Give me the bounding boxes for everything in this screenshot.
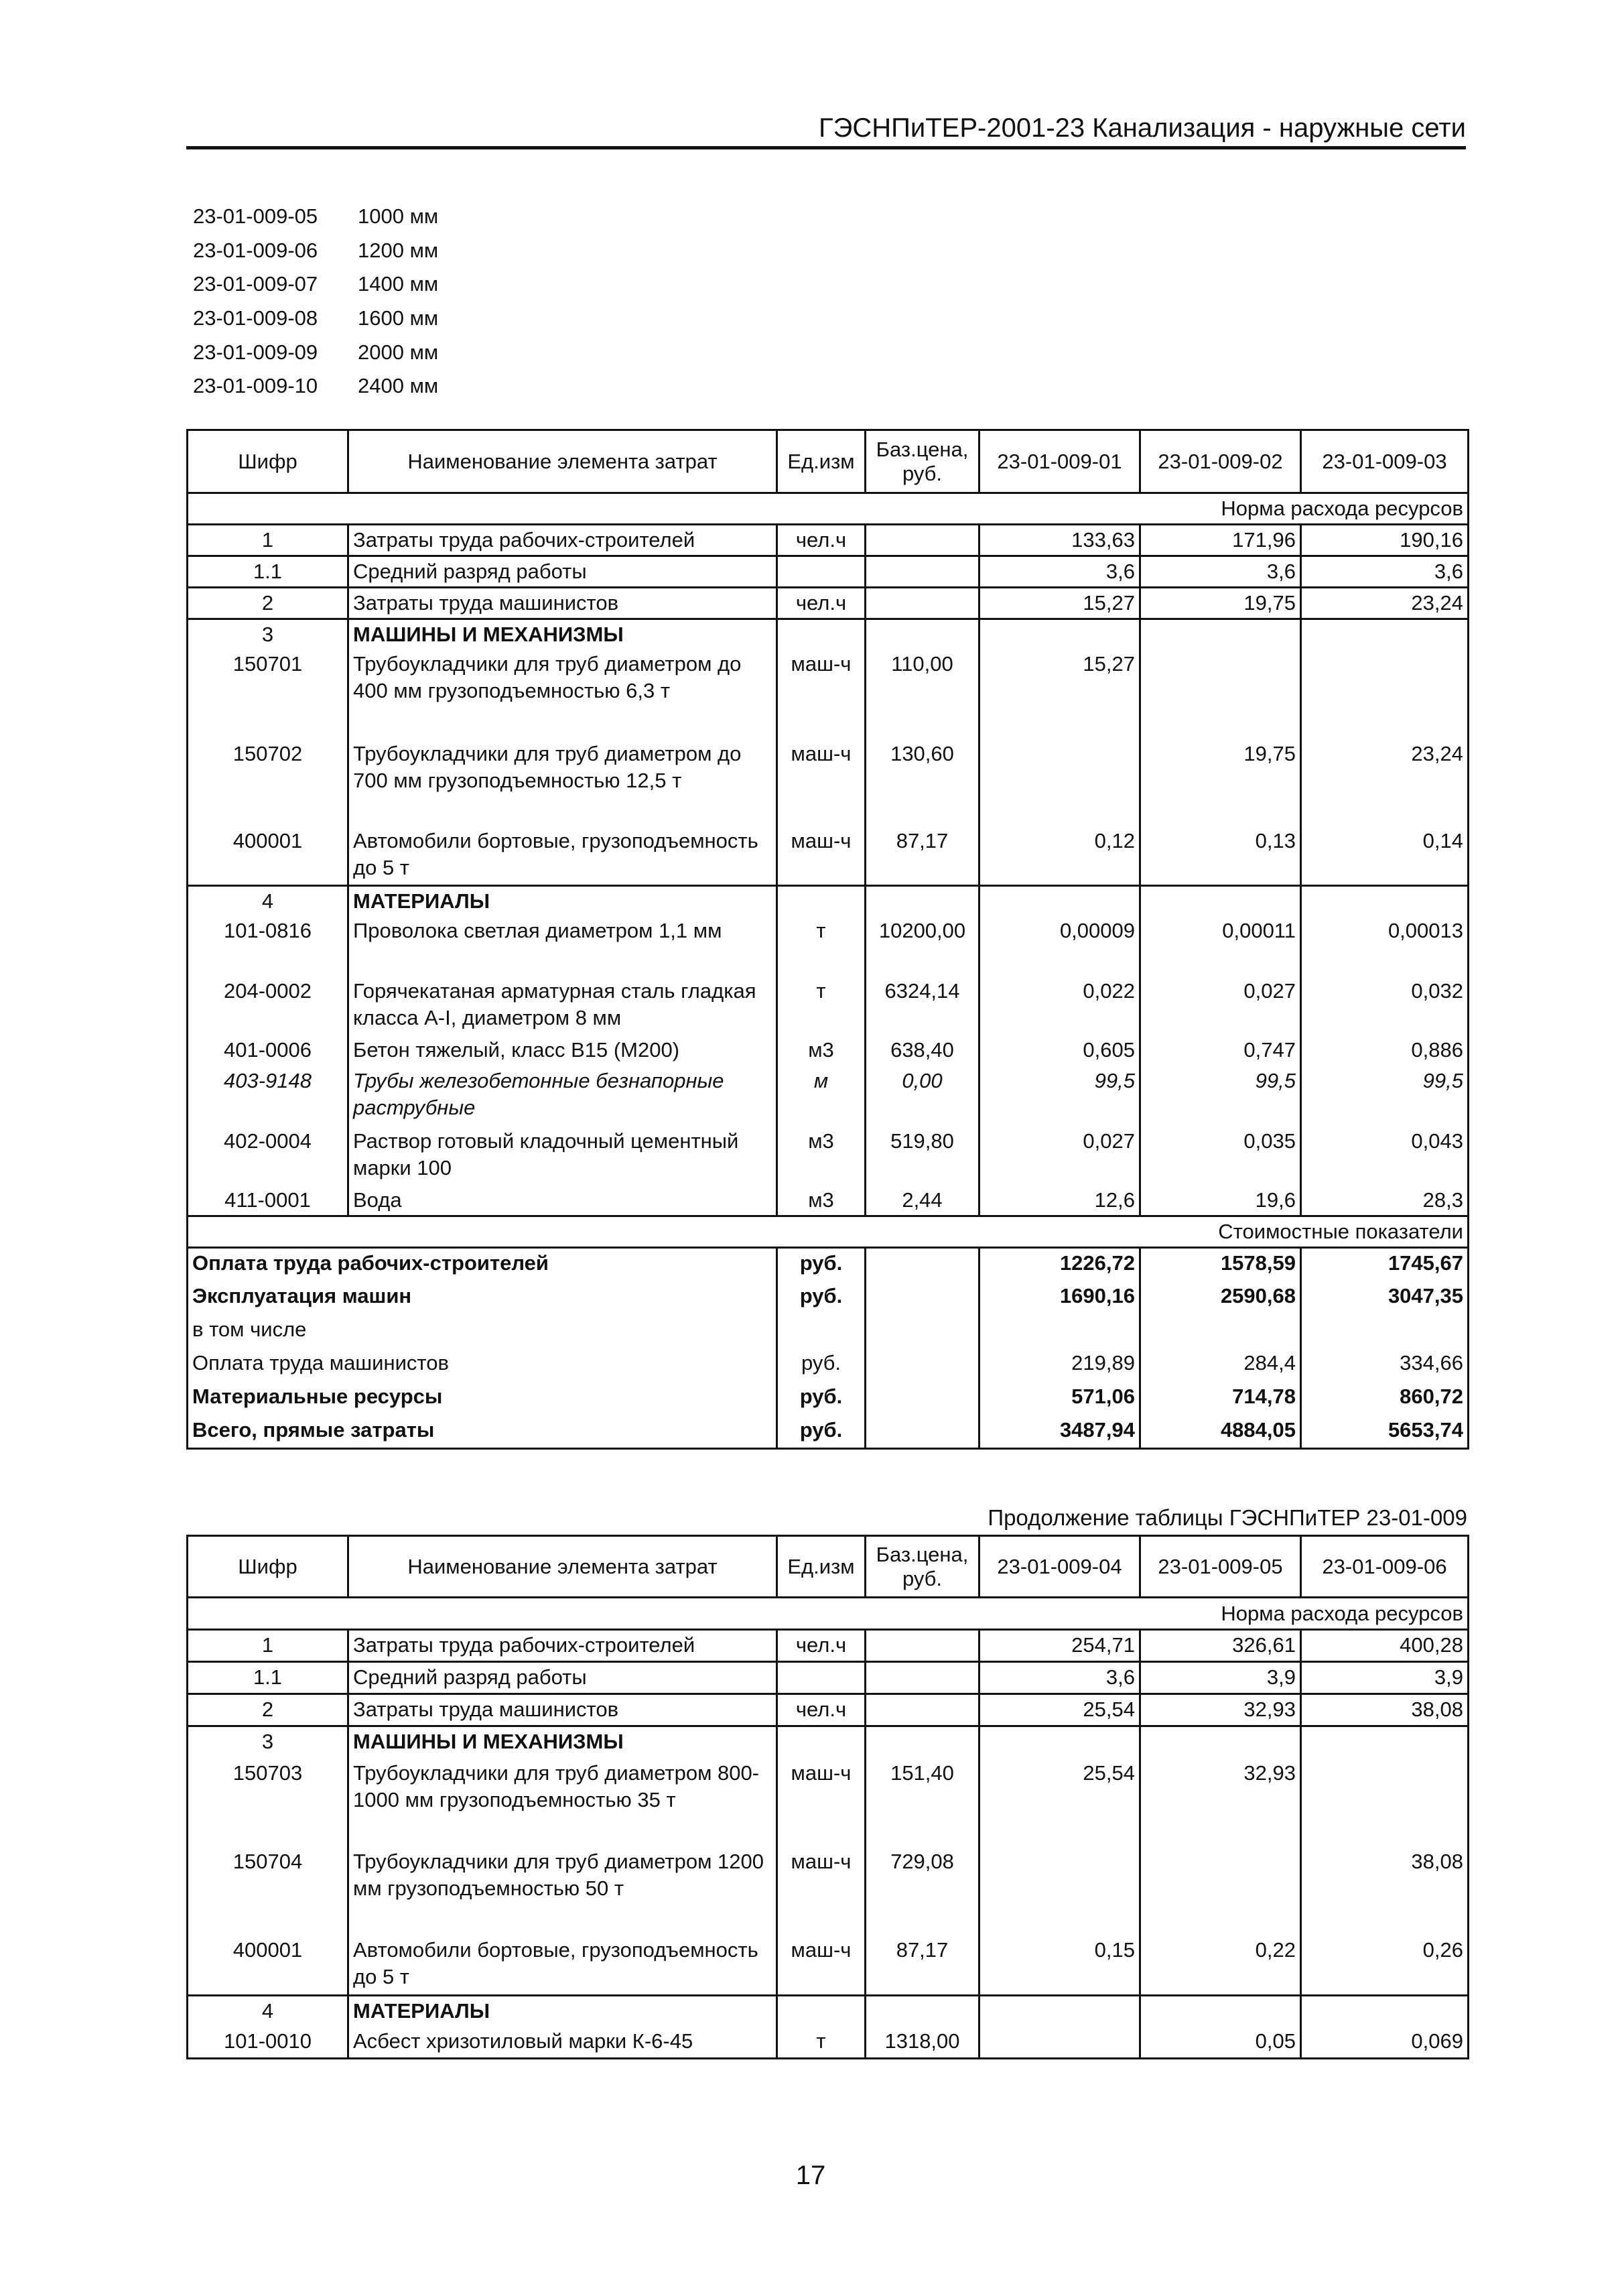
section-label-row: Стоимостные показатели xyxy=(188,1216,1469,1248)
section-label-row: Норма расхода ресурсов xyxy=(188,493,1469,525)
document-title: ГЭСНПиТЕР-2001-23 Канализация - наружные сети xyxy=(818,113,1466,143)
document-header xyxy=(186,113,1466,149)
table-row: 150702 Трубоукладчики для труб диаметром до 700 мм грузоподъемностью 12,5 т маш-ч 130,60 19,75 23,24 xyxy=(188,739,1469,826)
list-item: 23-01-009-07 1400 мм xyxy=(193,272,439,296)
page-number: 17 xyxy=(795,2161,826,2190)
section-label-row: Норма расхода ресурсов xyxy=(188,1598,1469,1630)
continuation-caption: Продолжение таблицы ГЭСНПиТЕР 23-01-009 xyxy=(988,1505,1467,1530)
table-row: 1.1 Средний разряд работы 3,6 3,6 3,6 xyxy=(188,556,1469,588)
table-row: 1 Затраты труда рабочих-строителей чел.ч 133,63 171,96 190,16 xyxy=(188,525,1469,556)
table-row: 411-0001 Вода м3 2,44 12,6 19,6 28,3 xyxy=(188,1186,1469,1216)
table-row: 3 МАШИНЫ И МЕХАНИЗМЫ xyxy=(188,1726,1469,1759)
list-item: 23-01-009-05 1000 мм xyxy=(193,204,439,229)
cost-row: в том числе xyxy=(188,1315,1469,1348)
cost-row: Эксплуатация машин руб. 1690,16 2590,68 3047,35 xyxy=(188,1281,1469,1315)
list-item: 23-01-009-08 1600 мм xyxy=(193,306,439,330)
list-item: 23-01-009-10 2400 мм xyxy=(193,374,439,398)
cost-row: Оплата труда рабочих-строителей руб. 1226,72 1578,59 1745,67 xyxy=(188,1248,1469,1281)
resource-table-1 xyxy=(186,429,1469,1450)
table-row: 1 Затраты труда рабочих-строителей чел.ч 254,71 326,61 400,28 xyxy=(188,1630,1469,1662)
table-row: 101-0010 Асбест хризотиловый марки К-6-45 т 1318,00 0,05 0,069 xyxy=(188,2027,1469,2059)
cost-row: Всего, прямые затраты руб. 3487,94 4884,05 5653,74 xyxy=(188,1415,1469,1449)
table-row: 4 МАТЕРИАЛЫ xyxy=(188,885,1469,916)
table-row: 2 Затраты труда машинистов чел.ч 25,54 32,93 38,08 xyxy=(188,1694,1469,1726)
table-header-row: Шифр Наименование элемента затрат Ед.изм Баз.цена, руб. 23-01-009-01 23-01-009-02 23-01-009-03 xyxy=(188,430,1469,493)
table-row: 402-0004 Раствор готовый кладочный цементный марки 100 м3 519,80 0,027 0,035 0,043 xyxy=(188,1127,1469,1186)
table-row: 150701 Трубоукладчики для труб диаметром до 400 мм грузоподъемностью 6,3 т маш-ч 110,00 15,27 xyxy=(188,649,1469,739)
cost-row: Материальные ресурсы руб. 571,06 714,78 860,72 xyxy=(188,1382,1469,1415)
table-header-row: Шифр Наименование элемента затрат Ед.изм Баз.цена, руб. 23-01-009-04 23-01-009-05 23-01-009-06 xyxy=(188,1536,1469,1598)
table-row: 403-9148 Трубы железобетонные безнапорные раструбные м 0,00 99,5 99,5 99,5 xyxy=(188,1066,1469,1127)
cost-row: Оплата труда машинистов руб. 219,89 284,4 334,66 xyxy=(188,1348,1469,1382)
table-row: 150704 Трубоукладчики для труб диаметром 1200 мм грузоподъемностью 50 т маш-ч 729,08 38,08 xyxy=(188,1847,1469,1935)
table-row: 4 МАТЕРИАЛЫ xyxy=(188,1996,1469,2027)
list-item: 23-01-009-09 2000 мм xyxy=(193,340,439,364)
table-row: 204-0002 Горячекатаная арматурная сталь гладкая класса А-I, диаметром 8 мм т 6324,14 0,022 0,027 0,032 xyxy=(188,976,1469,1035)
table-row: 3 МАШИНЫ И МЕХАНИЗМЫ xyxy=(188,619,1469,650)
table-row: 401-0006 Бетон тяжелый, класс В15 (М200) м3 638,40 0,605 0,747 0,886 xyxy=(188,1035,1469,1066)
list-item: 23-01-009-06 1200 мм xyxy=(193,238,439,262)
table-row: 101-0816 Проволока светлая диаметром 1,1 мм т 10200,00 0,00009 0,00011 0,00013 xyxy=(188,916,1469,976)
table-row: 1.1 Средний разряд работы 3,6 3,9 3,9 xyxy=(188,1662,1469,1694)
table-row: 400001 Автомобили бортовые, грузоподъемность до 5 т маш-ч 87,17 0,15 0,22 0,26 xyxy=(188,1935,1469,1996)
table-row: 150703 Трубоукладчики для труб диаметром 800-1000 мм грузоподъемностью 35 т маш-ч 151,40 25,54 32,93 xyxy=(188,1759,1469,1847)
resource-table-2 xyxy=(186,1535,1469,2059)
table-row: 400001 Автомобили бортовые, грузоподъемность до 5 т маш-ч 87,17 0,12 0,13 0,14 xyxy=(188,826,1469,885)
code-size-list xyxy=(193,200,438,403)
table-row: 2 Затраты труда машинистов чел.ч 15,27 19,75 23,24 xyxy=(188,588,1469,619)
